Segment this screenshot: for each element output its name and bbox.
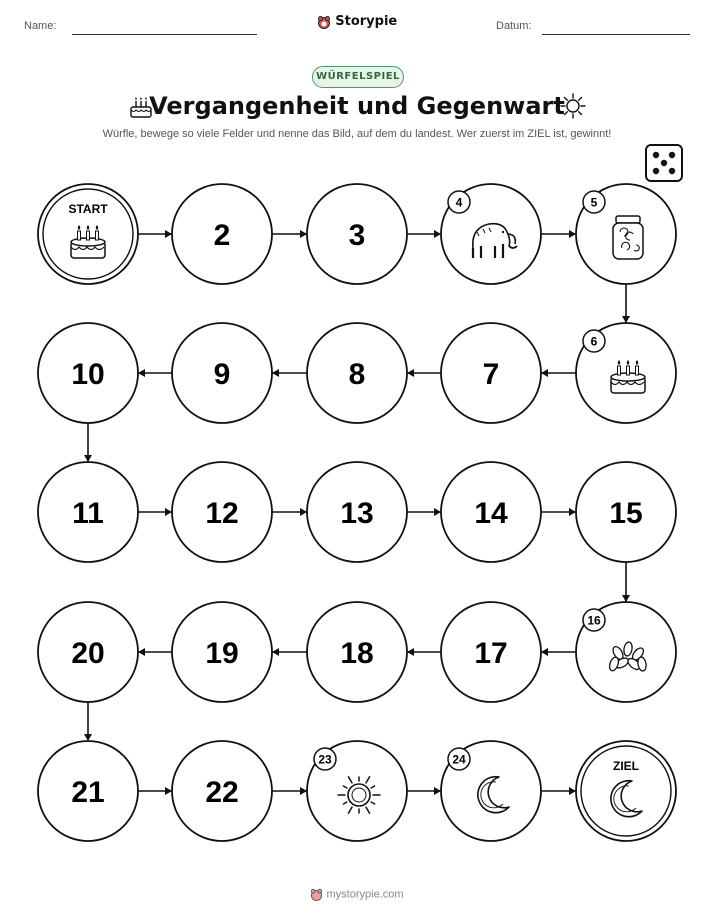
cell-number: 23 [318,752,332,767]
path-arrow [272,369,307,377]
path-arrow [622,284,630,323]
board-cell-17 [441,602,541,702]
footer [0,888,714,901]
jar-icon [613,216,643,259]
footer-url: mystorypie.com [326,888,404,901]
board-cell-13 [307,462,407,562]
path-arrow [407,648,441,656]
cell-number-badge [583,330,605,352]
board-cell-ziel [576,741,676,841]
path-arrow [407,508,441,516]
cell-number-badge [448,191,470,213]
cell-number: 18 [340,637,374,670]
brand-name: Storypie [335,14,398,29]
path-arrow [622,562,630,602]
path-arrow [138,508,172,516]
board-cell-2 [172,184,272,284]
board-cell-20 [38,602,138,702]
cell-number: 8 [348,358,366,391]
cell-label: ZIEL [613,759,639,773]
cell-number-badge [448,748,470,770]
cell-number-badge [583,191,605,213]
path-arrow [138,787,172,795]
cell-label: START [68,202,108,216]
storypie-logo-icon [310,888,323,901]
path-arrow [407,787,441,795]
cell-number: 20 [71,637,105,670]
name-label: Name: [24,20,57,32]
game-type-badge: WÜRFELSPIEL [312,66,404,88]
cell-number: 17 [474,637,508,670]
path-arrow [84,702,92,741]
board-cell-14 [441,462,541,562]
cell-number: 14 [474,497,508,530]
cell-number: 9 [213,358,231,391]
cell-number: 6 [590,334,598,349]
cell-number: 10 [71,358,105,391]
board-cell-7 [441,323,541,423]
path-arrow [407,230,441,238]
board-cell-4 [441,184,541,284]
date-label: Datum: [496,20,532,32]
board-cell-18 [307,602,407,702]
path-arrow [541,230,576,238]
path-arrow [541,787,576,795]
cell-number: 2 [213,219,231,252]
cell-number: 12 [205,497,239,530]
board-cell-22 [172,741,272,841]
board-cell-8 [307,323,407,423]
path-arrow [272,787,307,795]
path-arrow [407,369,441,377]
board-cell-21 [38,741,138,841]
path-arrow [84,423,92,462]
board-cell-19 [172,602,272,702]
board-cell-16 [576,602,676,702]
path-arrow [272,508,307,516]
board-cell-3 [307,184,407,284]
cell-number: 15 [609,497,643,530]
cell-number: 19 [205,637,239,670]
instructions: Würfle, bewege so viele Felder und nenne das Bild, auf dem du landest. Wer zuerst im ZIEL ist, gewinnt! [102,128,612,140]
cell-number: 22 [205,776,239,809]
path-arrow [541,648,576,656]
board-cell-11 [38,462,138,562]
cell-number: 13 [340,497,374,530]
path-arrow [138,369,172,377]
path-arrow [138,230,172,238]
board-cell-10 [38,323,138,423]
path-arrow [541,508,576,516]
page-title: Vergangenheit und Gegenwart [149,92,565,120]
path-arrow [272,230,307,238]
path-arrow [272,648,307,656]
cell-number-badge [314,748,336,770]
cell-number: 5 [590,195,598,210]
cell-number: 16 [587,613,601,628]
cell-number: 21 [71,776,105,809]
cell-number: 4 [455,195,463,210]
board-cell-start [38,184,138,284]
cell-number: 7 [482,358,500,391]
path-arrow [541,369,576,377]
cell-number: 24 [452,752,466,767]
board-cell-15 [576,462,676,562]
board-cell-12 [172,462,272,562]
cell-number: 11 [72,497,104,530]
board-cell-9 [172,323,272,423]
board-cell-23 [307,741,407,841]
board-cell-24 [441,741,541,841]
path-arrow [138,648,172,656]
board-cell-6 [576,323,676,423]
board-cell-5 [576,184,676,284]
cell-number-badge [583,609,605,631]
cell-number: 3 [348,219,366,252]
